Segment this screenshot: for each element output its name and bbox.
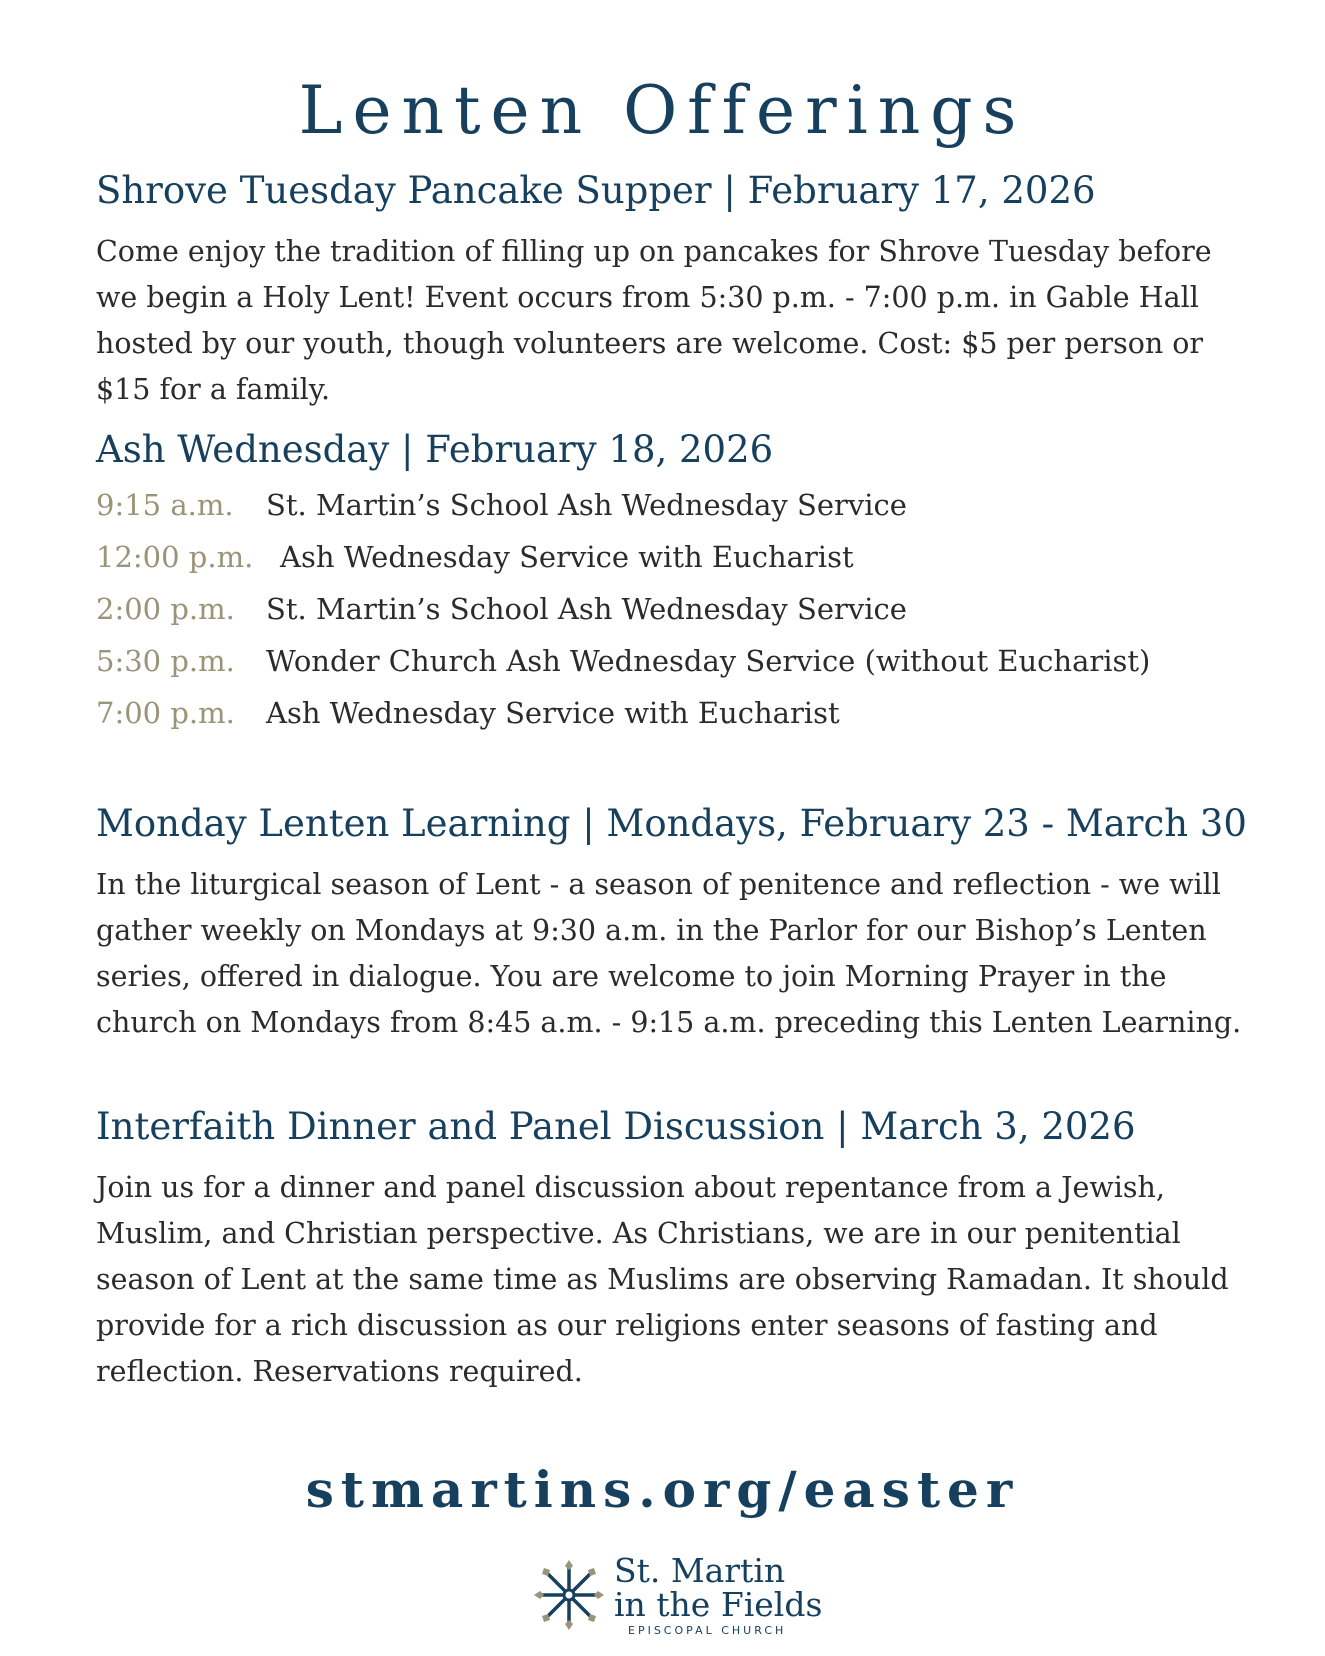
logo-name-line1: St. Martin xyxy=(614,1551,786,1590)
section-ash-wednesday xyxy=(96,426,1256,748)
section-heading: Shrove Tuesday Pancake Supper | February 17, 2026 xyxy=(96,169,1096,212)
schedule-event: Wonder Church Ash Wednesday Service (without Eucharist) xyxy=(266,644,1151,678)
section-body: Come enjoy the tradition of filling up on pancakes for Shrove Tuesday before we begin a Holy Lent! Event occurs from 5:30 p.m. - 7:00 p.m. in Gable Hall hosted by our youth, though volunteers are welcome. Cost: $5 per person or $15 for a family. xyxy=(96,235,1212,406)
section-heading: Ash Wednesday | February 18, 2026 xyxy=(96,428,774,471)
schedule-event: Ash Wednesday Service with Eucharist xyxy=(266,696,840,730)
schedule-row xyxy=(96,488,1256,540)
section-heading: Interfaith Dinner and Panel Discussion | March 3, 2026 xyxy=(96,1105,1136,1148)
section-monday-lenten-learning xyxy=(96,800,1256,1046)
schedule-row xyxy=(96,696,1256,748)
schedule-row xyxy=(96,644,1256,696)
schedule-time: 2:00 p.m. xyxy=(96,592,235,626)
logo-subtitle: EPISCOPAL CHURCH xyxy=(628,1624,787,1637)
section-interfaith-dinner xyxy=(96,1103,1256,1395)
schedule-time: 7:00 p.m. xyxy=(96,696,235,730)
schedule-event: Ash Wednesday Service with Eucharist xyxy=(280,540,854,574)
schedule-time: 9:15 a.m. xyxy=(96,488,234,522)
section-body: Join us for a dinner and panel discussion about repentance from a Jewish, Muslim, and Christian perspective. As Christians, we are in our penitential season of Lent at the same time as Muslims are observing Ramadan. It should provide for a rich discussion as our religions enter seasons of fasting and reflection. Reservations required. xyxy=(96,1171,1229,1388)
schedule-event: St. Martin’s School Ash Wednesday Service xyxy=(266,488,907,522)
page-title: Lenten Offerings xyxy=(298,72,1027,150)
logo-name-line2: in the Fields xyxy=(614,1585,823,1624)
cross-star-icon xyxy=(532,1558,606,1632)
service-schedule xyxy=(96,488,1256,748)
schedule-row xyxy=(96,540,1256,592)
section-shrove-tuesday xyxy=(96,167,1256,413)
schedule-time: 5:30 p.m. xyxy=(96,644,235,678)
schedule-time: 12:00 p.m. xyxy=(96,540,254,574)
section-body: In the liturgical season of Lent - a season of penitence and reflection - we will gather weekly on Mondays at 9:30 a.m. in the Parlor for our Bishop’s Lenten series, offered in dialogue. You are welcome to join Morning Prayer in the church on Mondays from 8:45 a.m. - 9:15 a.m. preceding this Lenten Learning. xyxy=(96,868,1242,1039)
church-logo xyxy=(532,1551,823,1637)
schedule-row xyxy=(96,592,1256,644)
website-link[interactable]: stmartins.org/easter xyxy=(305,1460,1020,1519)
section-heading: Monday Lenten Learning | Mondays, February 23 - March 30 xyxy=(96,802,1247,845)
schedule-event: St. Martin’s School Ash Wednesday Service xyxy=(266,592,907,626)
